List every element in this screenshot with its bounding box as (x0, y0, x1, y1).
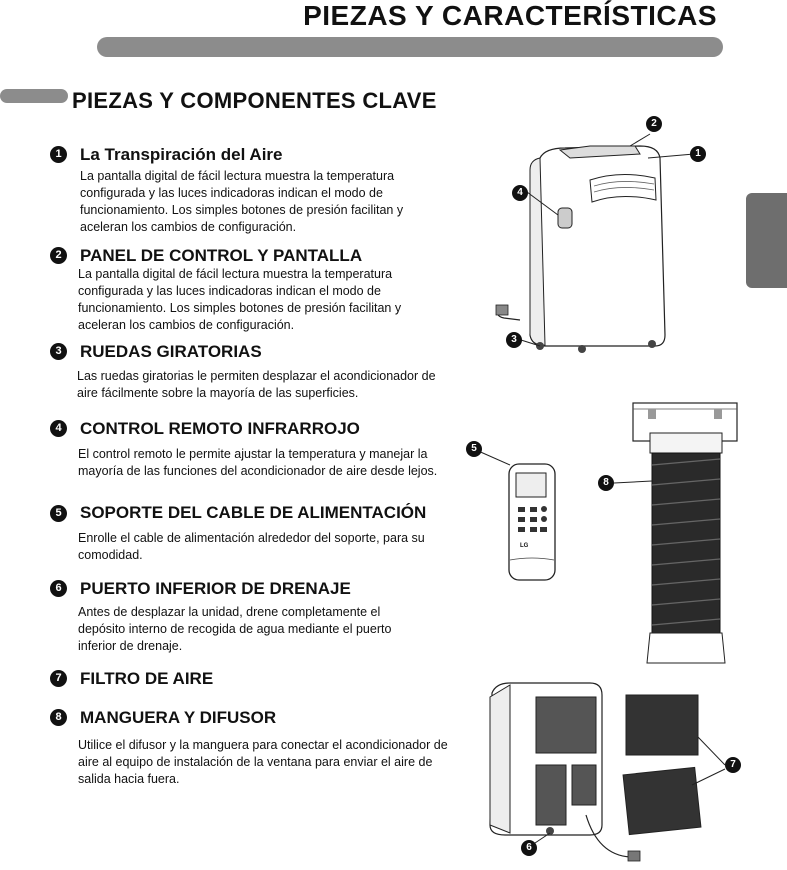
callout-7-filter: 7 (725, 757, 741, 773)
callout-5-remote: 5 (466, 441, 482, 457)
callout-2-unit: 2 (646, 116, 662, 132)
item-4-title: CONTROL REMOTO INFRARROJO (80, 419, 360, 438)
section-side-tab (746, 193, 787, 288)
section-pill-decoration (0, 89, 68, 103)
item-6-badge: 6 (50, 580, 67, 597)
item-1-title: La Transpiración del Aire (80, 145, 283, 164)
item-5-title: SOPORTE DEL CABLE DE ALIMENTACIÓN (80, 503, 427, 522)
item-8-body: Utilice el difusor y la manguera para conectar el acondicionador de aire al equipo de instalación de la ventana para enviar el aire de salida hacia fuera. (78, 738, 448, 786)
item-8-badge: 8 (50, 709, 67, 726)
callout-6-back: 6 (521, 840, 537, 856)
item-1-badge: 1 (50, 146, 67, 163)
item-1-body: La pantalla digital de fácil lectura muestra la temperatura configurada y las luces indicadoras indican el modo de funcionamiento. Los simples botones de presión facilitan y aceleran los cambios de configuración. (80, 169, 404, 234)
remote-control-illustration (460, 440, 570, 585)
callout-8-hose: 8 (598, 475, 614, 491)
title-underline-bar (97, 37, 723, 57)
item-8-title: MANGUERA Y DIFUSOR (80, 708, 277, 727)
item-4-body: El control remoto le permite ajustar la temperatura y manejar la mayoría de las funciones del acondicionador de aire desde lejos. (78, 447, 438, 478)
callout-3-unit: 3 (506, 332, 522, 348)
ac-unit-front-illustration (490, 110, 690, 370)
section-title: PIEZAS Y COMPONENTES CLAVE (72, 88, 437, 113)
exhaust-hose-illustration (590, 395, 750, 670)
item-5-body: Enrolle el cable de alimentación alrededor del soporte, para su comodidad. (78, 531, 425, 562)
item-3-badge: 3 (50, 343, 67, 360)
item-2-body: La pantalla digital de fácil lectura muestra la temperatura configurada y las luces indicadoras indican el modo de funcionamiento. Los simples botones de presión facilitan y aceleran los cambios de configuración. (78, 267, 402, 332)
item-3-title: RUEDAS GIRATORIAS (80, 342, 262, 361)
item-6-title: PUERTO INFERIOR DE DRENAJE (80, 579, 351, 598)
item-6-body: Antes de desplazar la unidad, drene completamente el depósito interno de recogida de agua mediante el puerto inferior de drenaje. (78, 605, 392, 653)
item-5-badge: 5 (50, 505, 67, 522)
item-7-title: FILTRO DE AIRE (80, 669, 214, 688)
callout-1-unit: 1 (690, 146, 706, 162)
item-3-body: Las ruedas giratorias le permiten desplazar el acondicionador de aire fácilmente sobre la mayoría de las superficies. (77, 369, 436, 400)
item-4-badge: 4 (50, 420, 67, 437)
callout-4-unit: 4 (512, 185, 528, 201)
item-7-badge: 7 (50, 670, 67, 687)
item-2-badge: 2 (50, 247, 67, 264)
remote-brand-logo: LG (520, 543, 529, 549)
page-title: PIEZAS Y CARACTERÍSTICAS (303, 0, 717, 31)
item-2-title: PANEL DE CONTROL Y PANTALLA (80, 246, 363, 265)
